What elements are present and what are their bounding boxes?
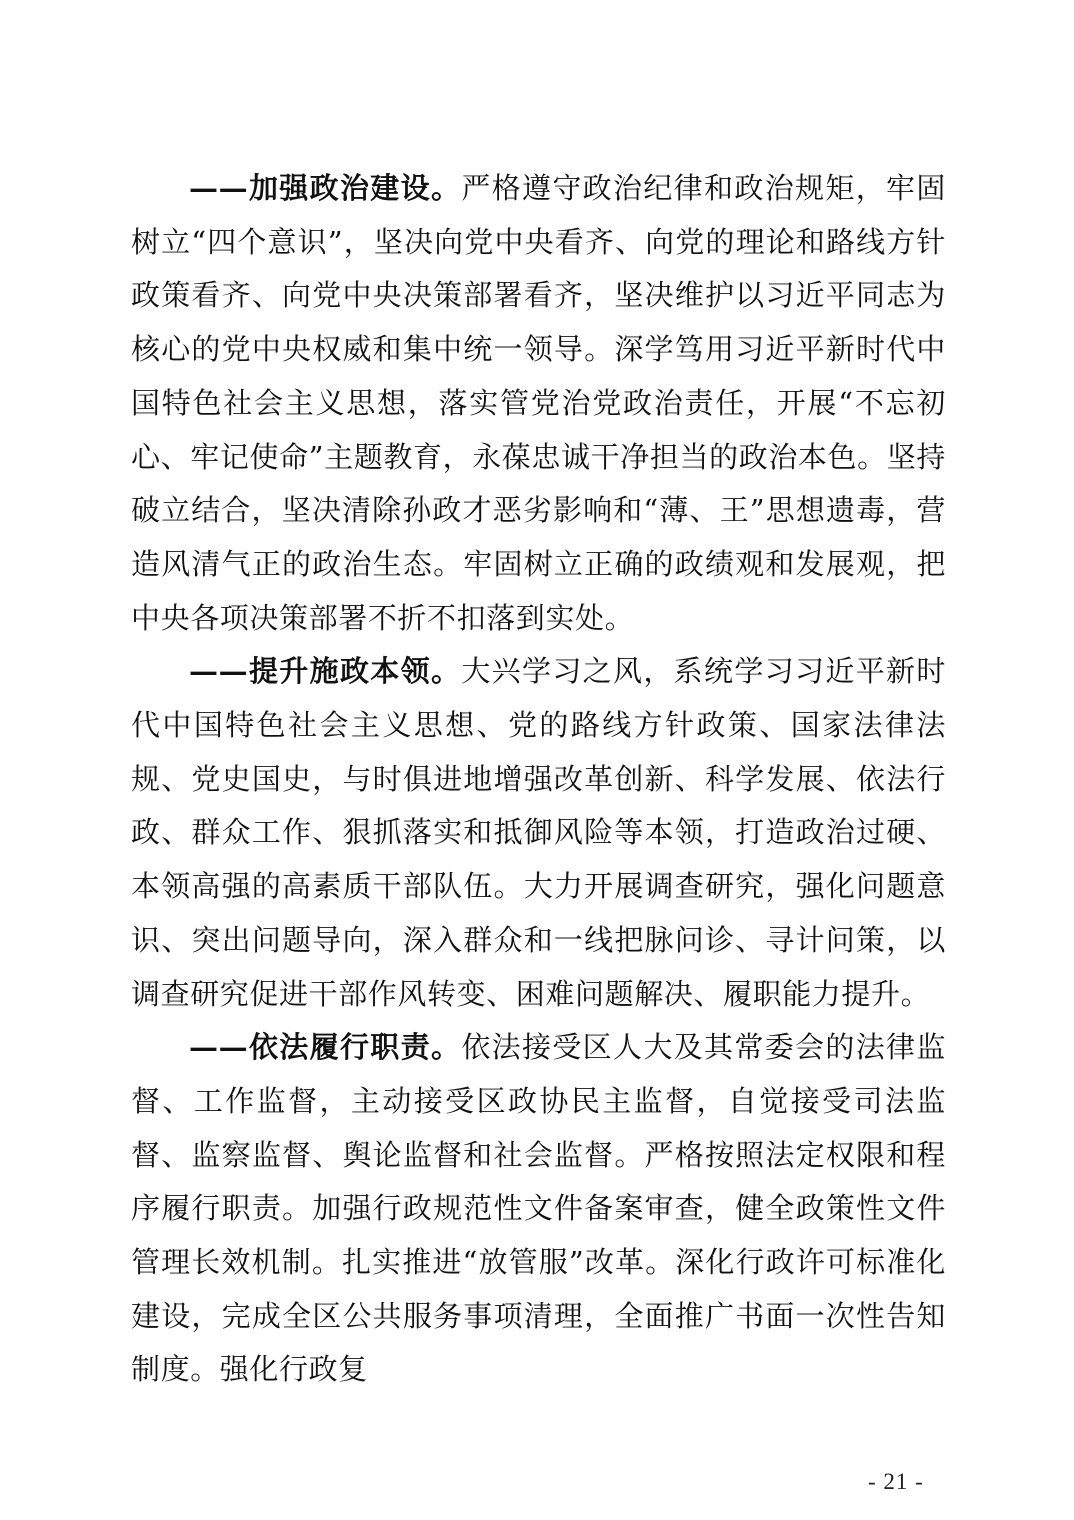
paragraph-text: 大兴学习之风，系统学习习近平新时代中国特色社会主义思想、党的路线方针政策、国家法律法规、党史国史，与时俱进地增强改革创新、科学发展、依法行政、群众工作、狠抓落实和抵御风险等本领，打造政治过硬、本领高强的高素质干部队伍。大力开展调查研究，强化问题意识、突出问题导向，深入群众和一线把脉问诊、寻计问策，以调查研究促进干部作风转变、困难问题解决、履职能力提升。 — [131, 654, 946, 1011]
page-number: - 21 - — [868, 1469, 924, 1494]
paragraph-heading: ——提升施政本领。 — [189, 654, 462, 689]
paragraph-heading: ——加强政治建设。 — [189, 171, 462, 205]
paragraph-lawful-duties — [131, 1021, 946, 1397]
paragraph-heading: ——依法履行职责。 — [189, 1030, 462, 1065]
paragraph-text: 严格遵守政治纪律和政治规矩，牢固树立“四个意识”，坚决向党中央看齐、向党的理论和路线方针政策看齐、向党中央决策部署看齐，坚决维护以习近平同志为核心的党中央权威和集中统一领导。深学笃用习近平新时代中国特色社会主义思想，落实管党治党政治责任，开展“不忘初心、牢记使命”主题教育，永葆忠诚干净担当的政治本色。坚持破立结合，坚决清除孙政才恶劣影响和“薄、王”思想遗毒，营造风清气正的政治生态。牢固树立正确的政绩观和发展观，把中央各项决策部署不折不扣落到实处。 — [131, 171, 946, 635]
document-body — [131, 162, 946, 1397]
paragraph-governance-skills — [131, 645, 946, 1021]
paragraph-text: 依法接受区人大及其常委会的法律监督、工作监督，主动接受区政协民主监督，自觉接受司法监督、监察监督、舆论监督和社会监督。严格按照法定权限和程序履行职责。加强行政规范性文件备案审查，健全政策性文件管理长效机制。扎实推进“放管服”改革。深化行政许可标准化建设，完成全区公共服务事项清理，全面推广书面一次性告知制度。强化行政复 — [131, 1030, 946, 1387]
paragraph-political-construction — [131, 162, 946, 645]
